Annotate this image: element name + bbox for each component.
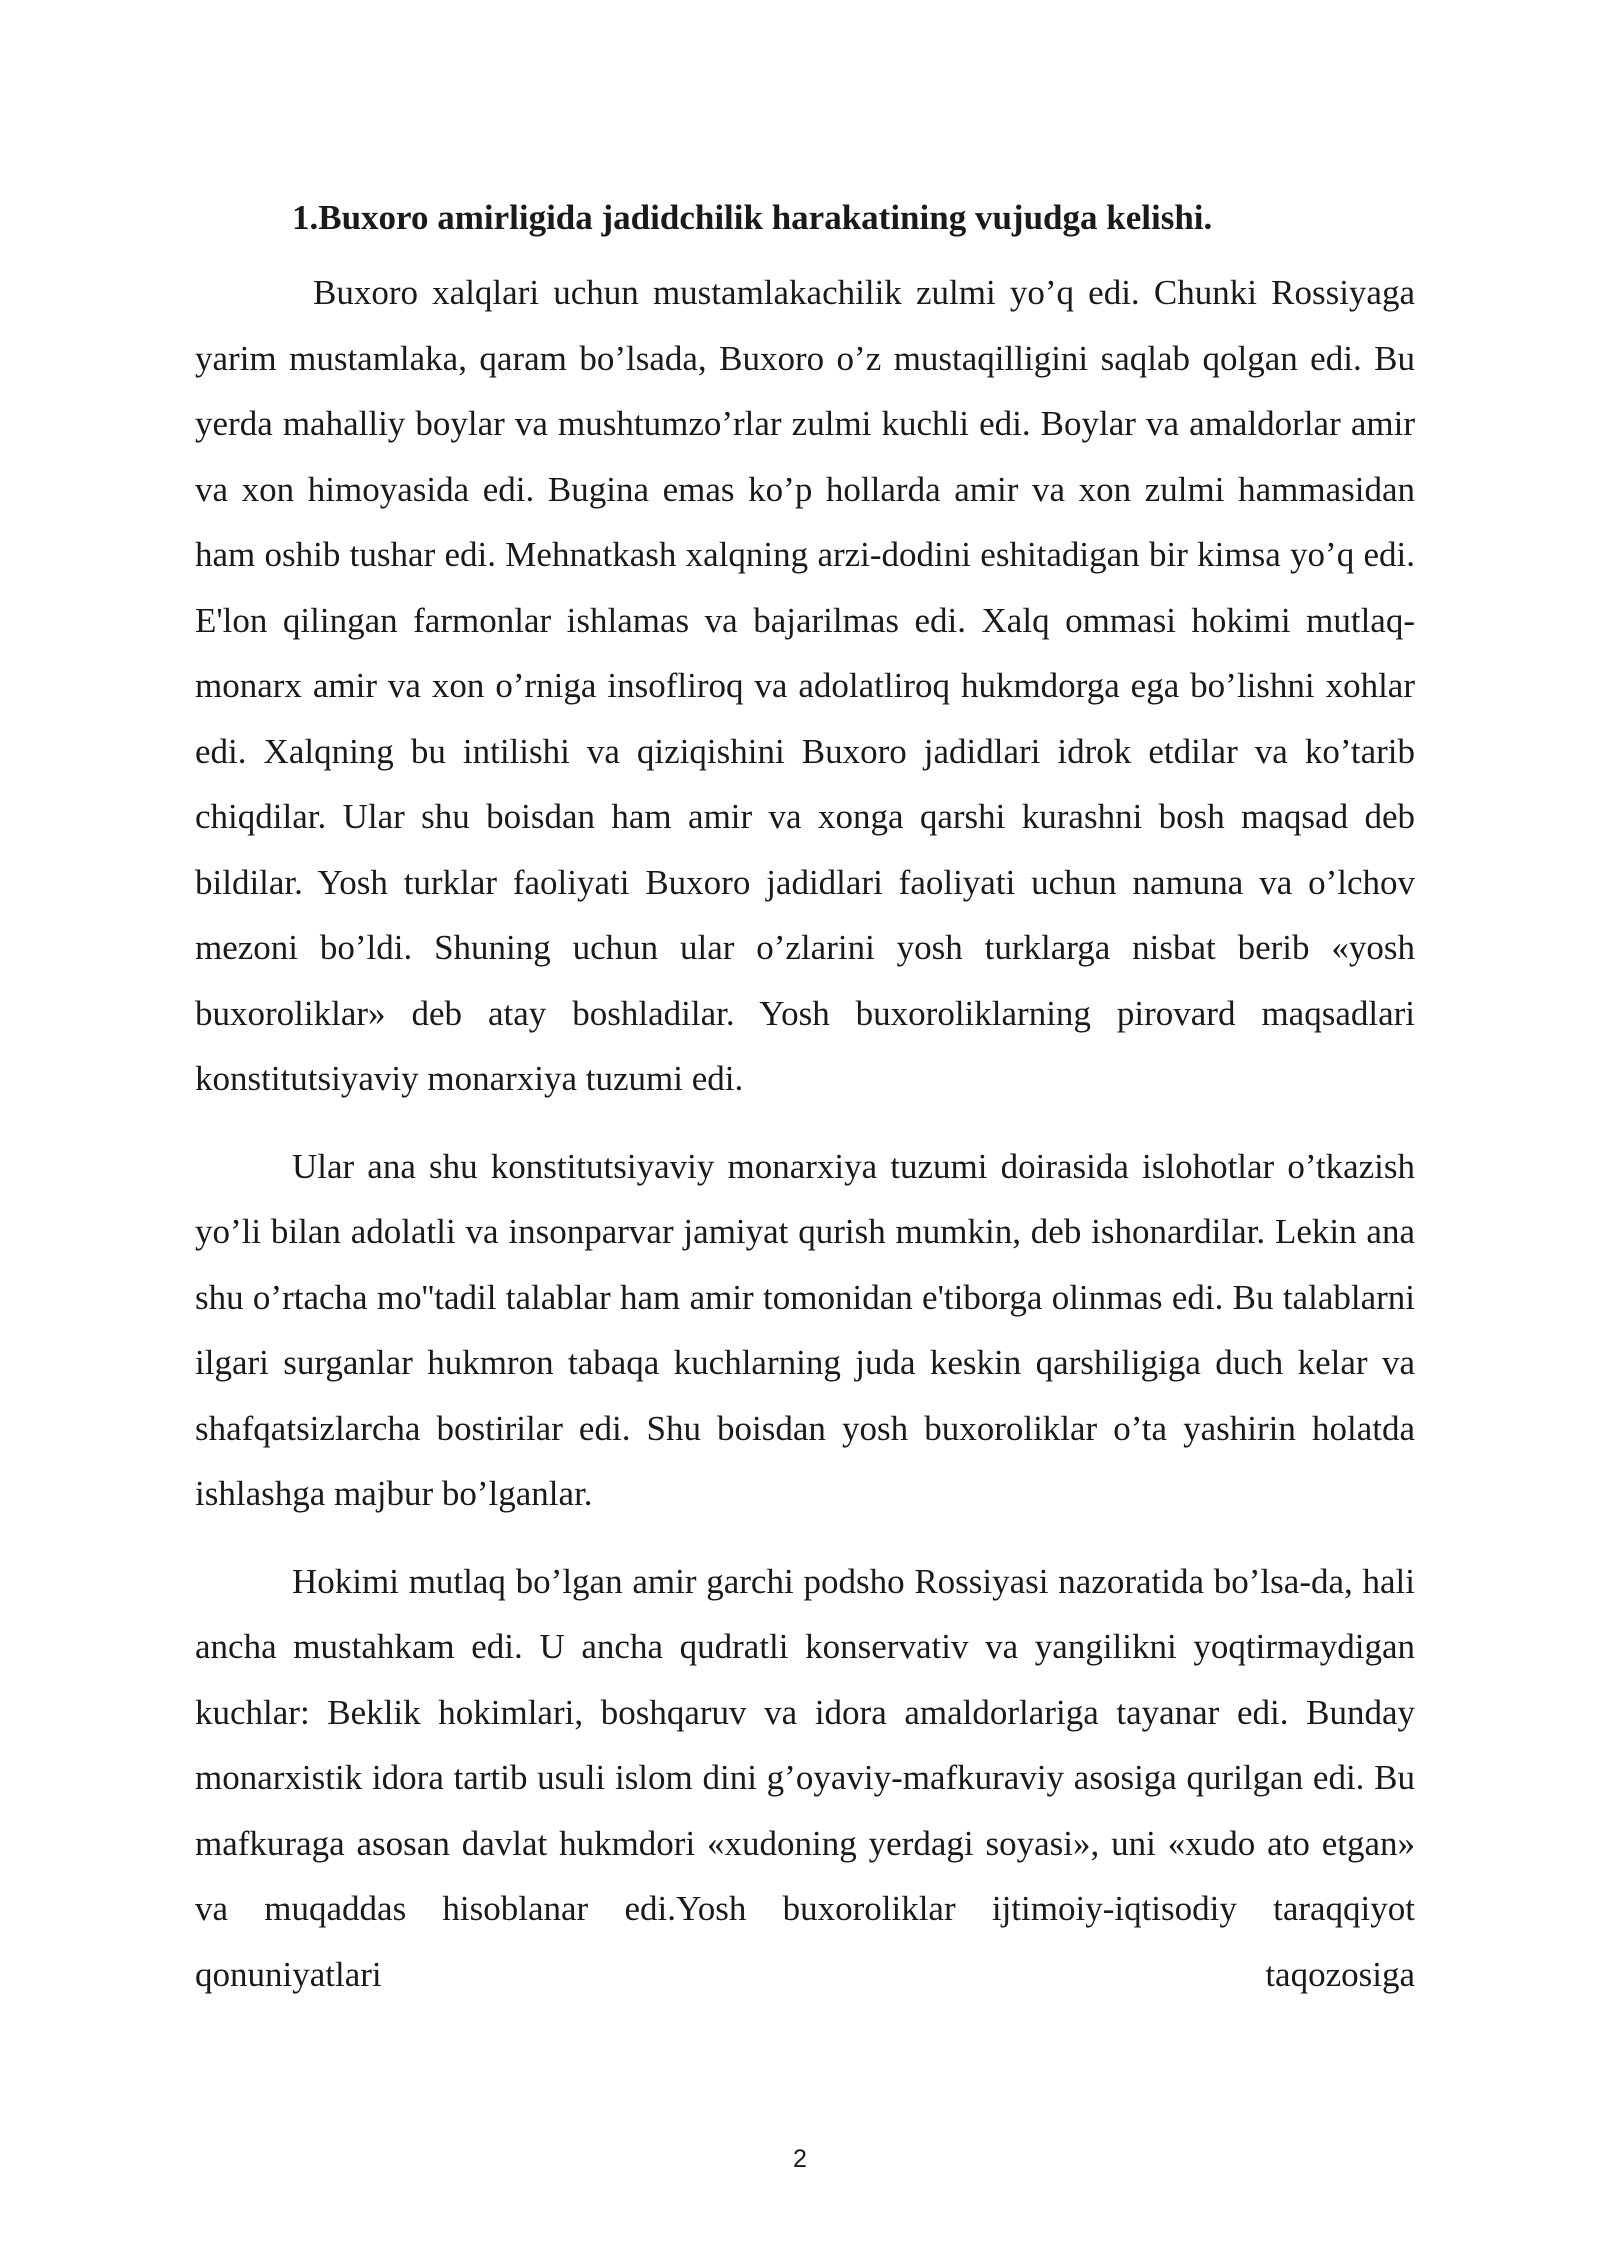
paragraph-2: Ular ana shu konstitutsiyaviy monarxiya tuzumi doirasida islohotlar o’tkazish yo’li bilan adolatli va insonparvar jamiyat qurish mumkin, deb ishonardilar. Lekin ana shu o’rtacha mo''tadil talablar ham amir tomonidan e'tiborga olinmas edi. Bu talablarni ilgari surganlar hukmron tabaqa kuchlarning juda keskin qarshiligiga duch kelar va shafqatsizlarcha bostirilar edi. Shu boisdan yosh buxoroliklar o’ta yashirin holatda ishlashga majbur bo’lganlar. [195,1146,1415,1513]
page-number: 2 [793,2145,807,2173]
page-content [195,190,1415,2007]
paragraph-3: Hokimi mutlaq bo’lgan amir garchi podsho Rossiyasi nazoratida bo’lsa-da, hali ancha mustahkam edi. U ancha qudratli konservativ va yangilikni yoqtirmaydigan kuchlar: Beklik hokimlari, boshqaruv va idora amaldorlariga tayanar edi. Bunday monarxistik idora tartib usuli islom dini g’oyaviy-mafkuraviy asosiga qurilgan edi. Bu mafkuraga asosan davlat hukmdori «xudoning yerdagi soyasi», uni «xudo ato etgan» va muqaddas hisoblanar edi.Yosh buxoroliklar ijtimoiy-iqtisodiy taraqqiyot qonuniyatlari taqozosiga [195,1561,1415,1994]
section-heading: 1.Buxoro amirligida jadidchilik harakatining vujudga kelishi. [292,198,1213,237]
paragraph-1: Buxoro xalqlari uchun mustamlakachilik zulmi yo’q edi. Chunki Rossiyaga yarim mustamlaka, qaram bo’lsada, Buxoro o’z mustaqilligini saqlab qolgan edi. Bu yerda mahalliy boylar va mushtumzo’rlar zulmi kuchli edi. Boylar va amaldorlar amir va xon himoyasida edi. Bugina emas ko’p hollarda amir va xon zulmi hammasidan ham oshib tushar edi. Mehnatkash xalqning arzi-dodini eshitadigan bir kimsa yo’q edi. E'lon qilingan farmonlar ishlamas va bajarilmas edi. Xalq ommasi hokimi mutlaq-monarx amir va xon o’rniga insofliroq va adolatliroq hukmdorga ega bo’lishni xohlar edi. Xalqning bu intilishi va qiziqishini Buxoro jadidlari idrok etdilar va ko’tarib chiqdilar. Ular shu boisdan ham amir va xonga qarshi kurashni bosh maqsad deb bildilar. Yosh turklar faoliyati Buxoro jadidlari faoliyati uchun namuna va o’lchov mezoni bo’ldi. Shuning uchun ular o’zlarini yosh turklarga nisbat berib «yosh buxoroliklar» deb atay boshladilar. Yosh buxoroliklarning pirovard maqsadlari konstitutsiyaviy monarxiya tuzumi edi. [195,273,1415,1098]
